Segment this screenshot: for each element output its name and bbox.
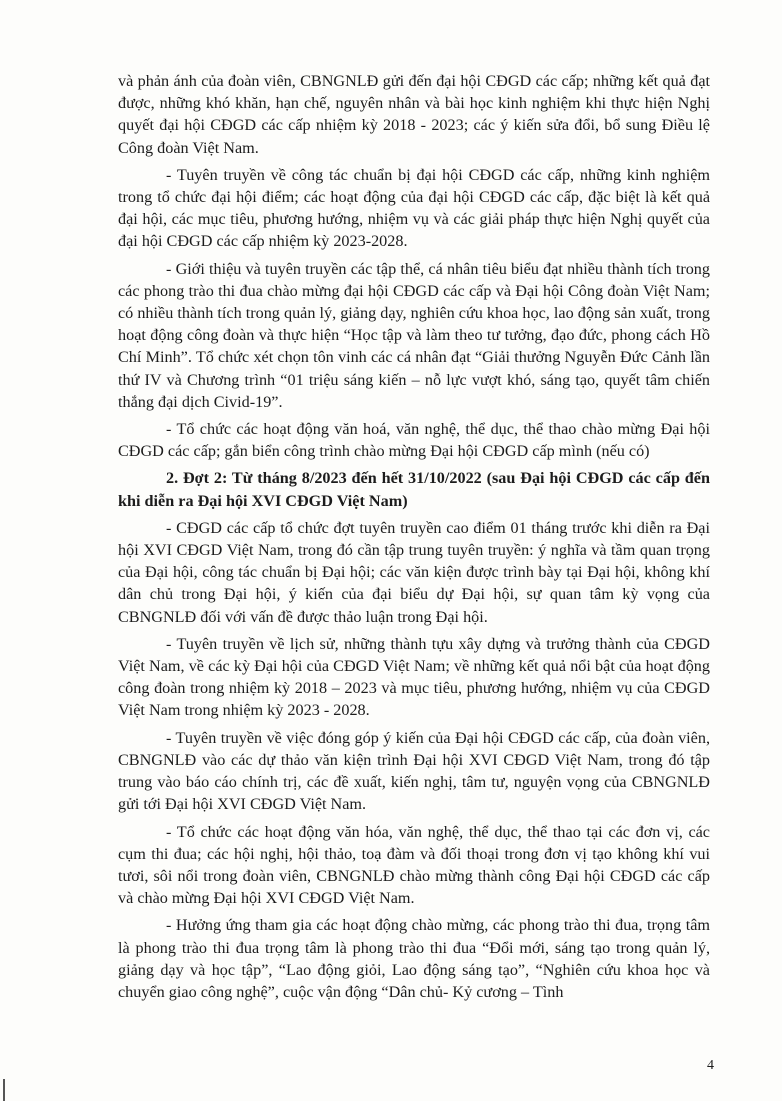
paragraph: - Tuyên truyền về công tác chuẩn bị đại hội CĐGD các cấp, những kinh nghiệm trong tổ chức đại hội điểm; các hoạt động của đại hội CĐGD các cấp, đặc biệt là kết quả đại hội, các mục tiêu, phương hướng, nhiệm vụ và các giải pháp thực hiện Nghị quyết của đại hội CĐGD các cấp nhiệm kỳ 2023-2028. — [118, 165, 710, 251]
scan-edge-mark — [3, 1079, 5, 1101]
page-number: 4 — [707, 1058, 714, 1073]
paragraph: - Hưởng ứng tham gia các hoạt động chào mừng, các phong trào thi đua, trọng tâm là phong trào thi đua trọng tâm là phong trào thi đua “Đổi mới, sáng tạo trong quản lý, giảng dạy và học tập”, “Lao động giỏi, Lao động sáng tạo”, “Nghiên cứu khoa học và chuyển giao công nghệ”, cuộc vận động “Dân chủ- Kỷ cương – Tình — [118, 916, 710, 1001]
section-heading: 2. Đợt 2: Từ tháng 8/2023 đến hết 31/10/2022 (sau Đại hội CĐGD các cấp đến khi diễn ra Đại hội XVI CĐGD Việt Nam) — [118, 469, 710, 510]
paragraph: - Giới thiệu và tuyên truyền các tập thể, cá nhân tiêu biểu đạt nhiều thành tích trong các phong trào thi đua chào mừng đại hội CĐGD các cấp và Đại hội Công đoàn Việt Nam; có nhiều thành tích trong quản lý, giảng dạy, nghiên cứu khoa học, lao động sản xuất, trong hoạt động công đoàn và thực hiện “Học tập và làm theo tư tưởng, đạo đức, phong cách Hồ Chí Minh”. Tổ chức xét chọn tôn vinh các cá nhân đạt “Giải thưởng Nguyễn Đức Cảnh lần thứ IV và Chương trình “01 triệu sáng kiến – nỗ lực vượt khó, sáng tạo, quyết tâm chiến thắng đại dịch Civid-19”. — [118, 259, 710, 411]
paragraph: và phản ánh của đoàn viên, CBNGNLĐ gửi đến đại hội CĐGD các cấp; những kết quả đạt được, những khó khăn, hạn chế, nguyên nhân và bài học kinh nghiệm khi thực hiện Nghị quyết đại hội CĐGD các cấp nhiệm kỳ 2018 - 2023; các ý kiến sửa đổi, bổ sung Điều lệ Công đoàn Việt Nam. — [118, 72, 710, 157]
paragraph: - Tổ chức các hoạt động văn hoá, văn nghệ, thể dục, thể thao chào mừng Đại hội CĐGD các cấp; gắn biển công trình chào mừng Đại hội CĐGD cấp mình (nếu có) — [118, 420, 710, 461]
paragraph: - CĐGD các cấp tổ chức đợt tuyên truyền cao điểm 01 tháng trước khi diễn ra Đại hội XVI CĐGD Việt Nam, trong đó cần tập trung tuyên truyền: ý nghĩa và tầm quan trọng của Đại hội, công tác chuẩn bị Đại hội; các văn kiện được trình bày tại Đại hội, không khí dân chủ trong Đại hội, ý kiến của đại biểu dự Đại hội, sự quan tâm kỳ vọng của CBNGNLĐ đối với vấn đề được thảo luận trong Đại hội. — [118, 518, 710, 626]
paragraph: - Tuyên truyền về lịch sử, những thành tựu xây dựng và trưởng thành của CĐGD Việt Nam, về các kỳ Đại hội của CĐGD Việt Nam; về những kết quả nổi bật của hoạt động công đoàn trong nhiệm kỳ 2018 – 2023 và mục tiêu, phương hướng, nhiệm vụ của CĐGD Việt Nam trong nhiệm kỳ 2023 - 2028. — [118, 634, 710, 720]
paragraph: - Tuyên truyền về việc đóng góp ý kiến của Đại hội CĐGD các cấp, của đoàn viên, CBNGNLĐ vào các dự thảo văn kiện trình Đại hội XVI CĐGD Việt Nam, trong đó tập trung vào báo cáo chính trị, các đề xuất, kiến nghị, tâm tư, nguyện vọng của CBNGNLĐ gửi tới Đại hội XVI CĐGD Việt Nam. — [118, 728, 710, 814]
paragraph: - Tổ chức các hoạt động văn hóa, văn nghệ, thể dục, thể thao tại các đơn vị, các cụm thi đua; các hội nghị, hội thảo, toạ đàm và đối thoại trong đơn vị tạo không khí vui tươi, sôi nổi trong đoàn viên, CBNGNLĐ chào mừng thành công Đại hội CĐGD các cấp và chào mừng Đại hội XVI CĐGD Việt Nam. — [118, 822, 710, 908]
